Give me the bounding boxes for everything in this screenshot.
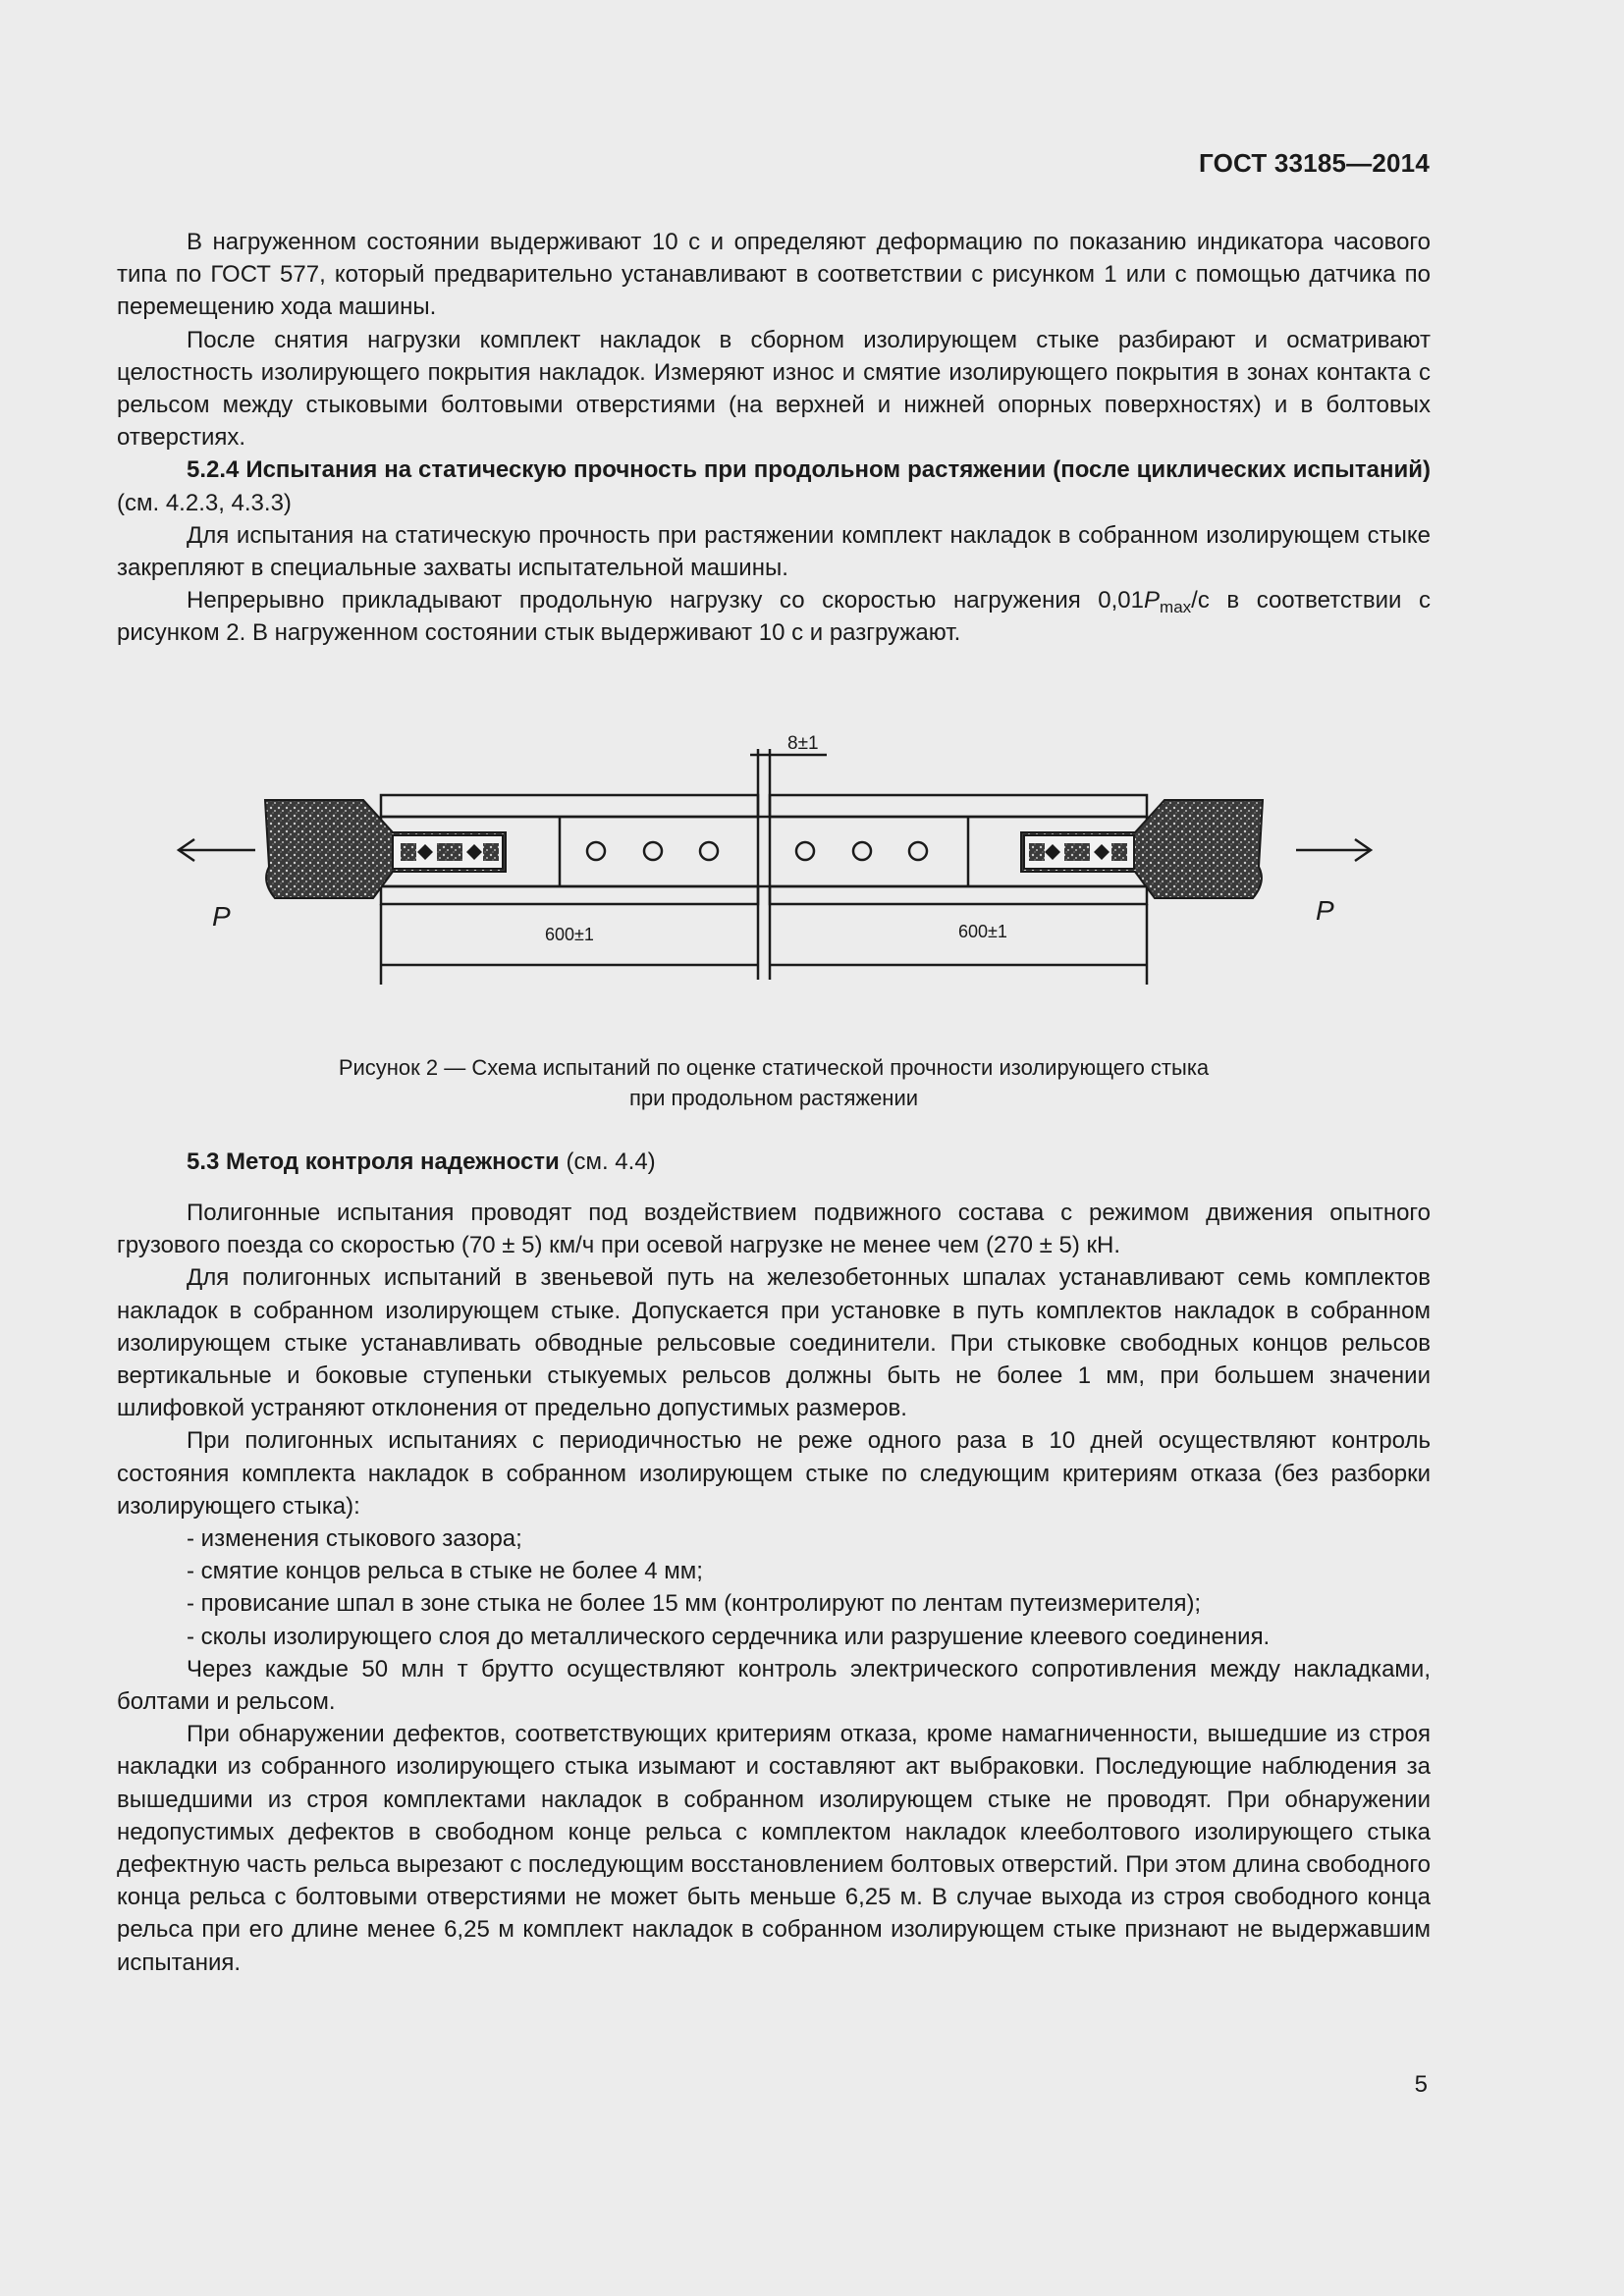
bolt-hole (909, 842, 927, 860)
figure-caption (117, 1052, 1431, 1113)
list-item: - сколы изолирующего слоя до металлического сердечника или разрушение клеевого соединения. (187, 1623, 1271, 1650)
paragraph (117, 584, 1431, 649)
paragraph: При обнаружении дефектов, соответствующих критериям отказа, кроме намагниченности, вышедшие из строя накладки из собранного изолирующего стыка изымают и составляют акт выбраковки. Последующие наблюдения за вышедшими из строя комплектами накладок в собранном изолирующем стыке не проводят. При обнаружении недопустимых дефектов в свободном конце рельса с комплектом накладок клееболтового изолирующего стыка дефектную часть рельса вырезают с последующим восстановлением болтовых отверстий. При этом длина свободного конца рельса с болтовыми отверстиями не может быть меньше 6,25 м. В случае выхода из строя свободного конца рельса при его длине менее 6,25 м комплект накладок в собранном изолирующем стыке признают не выдержавшим испытания. (117, 1721, 1431, 1976)
bolt-hole (644, 842, 662, 860)
subscript-max: max (1160, 598, 1192, 617)
right-length-label: 600±1 (958, 922, 1007, 941)
section-title: 5.2.4 Испытания на статическую прочность при продольном растяжении (после циклических испытаний) (187, 456, 1431, 484)
paragraph: При полигонных испытаниях с периодичностью не реже одного раза в 10 дней осуществляют контроль состояния комплекта накладок в собранном изолирующем стыке по следующим критериям отказа (без разборки изолирующего стыка): (117, 1427, 1431, 1520)
section-title: 5.3 Метод контроля надежности (187, 1148, 560, 1175)
paragraph: Полигонные испытания проводят под воздействием подвижного состава с режимом движения опытного грузового поезда со скоростью (70 ± 5) км/ч при осевой нагрузке не менее чем (270 ± 5) кН. (117, 1200, 1431, 1259)
paragraph: Через каждые 50 млн т брутто осуществляют контроль электрического сопротивления между накладками, болтами и рельсом. (117, 1655, 1431, 1716)
text-block-top (117, 226, 1431, 650)
page-number: 5 (1414, 2071, 1428, 2098)
text-span: Непрерывно прикладывают продольную нагрузку со скоростью нагружения 0,01 (187, 587, 1145, 614)
text-span: /с в соответствии с рисунком 2. В нагруженном состоянии стык выдерживают 10 с и разгружают. (117, 587, 1431, 647)
bolt-hole (796, 842, 814, 860)
bottom-joint-bar-left (381, 886, 758, 904)
list-item: - смятие концов рельса в стыке не более 4 мм; (187, 1558, 703, 1585)
caption-line: Рисунок 2 — Схема испытаний по оценке статической прочности изолирующего стыка (338, 1055, 1210, 1080)
section-ref: (см. 4.2.3, 4.3.3) (117, 489, 292, 516)
bolt-hole (700, 842, 718, 860)
force-label-left: P (212, 901, 231, 932)
list-item: - изменения стыкового зазора; (187, 1525, 522, 1553)
paragraph: В нагруженном состоянии выдерживают 10 с и определяют деформацию по показанию индикатора часового типа по ГОСТ 577, который предварительно устанавливают в соответствии с рисунком 1 или с помощью датчика по перемещению хода машины. (117, 229, 1431, 321)
paragraph: После снятия нагрузки комплект накладок в сборном изолирующем стыке разбирают и осматривают целостность изолирующего покрытия накладок. Измеряют износ и смятие изолирующего покрытия в зонах контакта с рельсом между стыковыми болтовыми отверстиями (на верхней и нижней опорных поверхностях) и в болтовых отверстиях. (117, 326, 1431, 452)
section-ref: (см. 4.4) (559, 1148, 656, 1175)
left-length-label: 600±1 (545, 925, 594, 944)
section-5-2-4-heading (117, 454, 1431, 518)
gap-dimension-label: 8±1 (787, 733, 819, 754)
bottom-joint-bar-right (770, 886, 1147, 904)
paragraph: Для испытания на статическую прочность при растяжении комплект накладок в собранном изолирующем стыке закрепляют в специальные захваты испытательной машины. (117, 521, 1431, 582)
list-item: - провисание шпал в зоне стыка не более 15 мм (контролируют по лентам путеизмерителя); (187, 1590, 1202, 1618)
bolt-hole (853, 842, 871, 860)
figure-2-diagram (167, 720, 1404, 994)
caption-line: при продольном растяжении (628, 1086, 919, 1110)
section-5-3-heading (187, 1148, 656, 1176)
paragraph: Для полигонных испытаний в звеньевой путь на железобетонных шпалах устанавливают семь комплектов накладок в собранном изолирующем стыке. Допускается при установке в путь комплектов накладок в собранном изолирующем стыке устанавливать обводные рельсовые соединители. При стыковке свободных концов рельсов вертикальные и боковые ступеньки стыкуемых рельсов должны быть не более 1 мм, при большем значении шлифовкой устраняют отклонения от предельно допустимых размеров. (117, 1264, 1431, 1422)
top-joint-bar-right (770, 795, 1147, 817)
bolt-hole (587, 842, 605, 860)
top-joint-bar-left (381, 795, 758, 817)
standard-code: ГОСТ 33185—2014 (1199, 148, 1430, 178)
text-block-bottom (117, 1197, 1431, 1979)
force-label-right: P (1316, 895, 1334, 926)
symbol-p: P (1144, 587, 1161, 614)
